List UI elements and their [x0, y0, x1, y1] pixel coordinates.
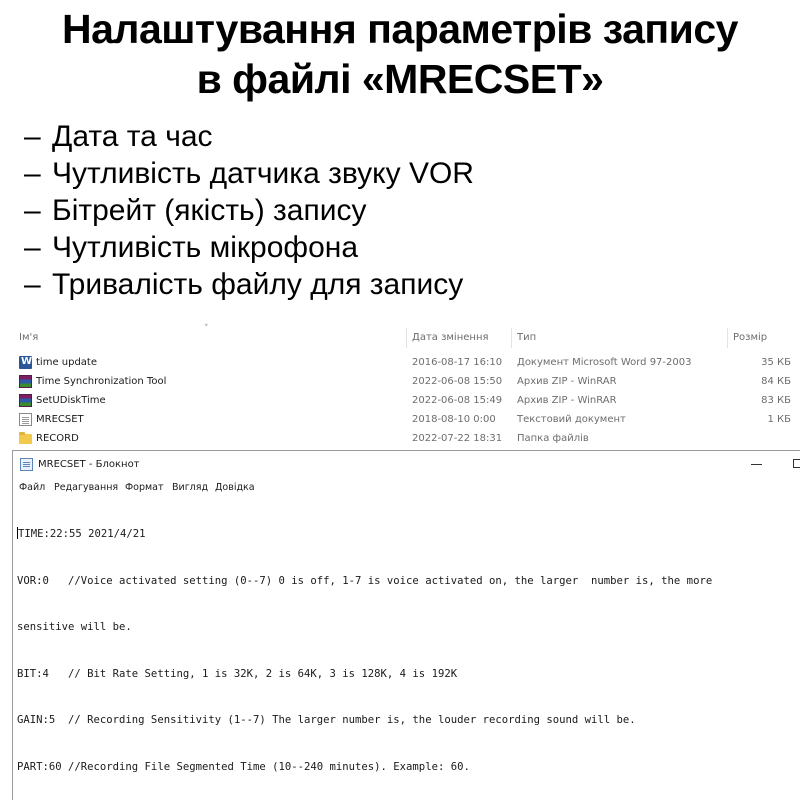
- list-item-text: Дата та час: [52, 120, 213, 153]
- file-name: SetUDiskTime: [36, 395, 106, 406]
- file-date: 2022-06-08 15:50: [412, 376, 503, 387]
- bullet-dash: –: [24, 157, 41, 190]
- file-name: Time Synchronization Tool: [36, 376, 167, 387]
- column-divider[interactable]: [727, 328, 728, 348]
- folder-icon: [19, 434, 32, 444]
- text-file-icon: [19, 413, 32, 426]
- file-type: Архив ZIP - WinRAR: [517, 395, 617, 406]
- minimize-icon[interactable]: [751, 464, 762, 465]
- file-type: Документ Microsoft Word 97-2003: [517, 357, 692, 368]
- window-title: MRECSET - Блокнот: [38, 459, 140, 470]
- column-divider[interactable]: [406, 328, 407, 348]
- list-item: [24, 229, 474, 266]
- sort-indicator-icon: ˅: [204, 324, 209, 334]
- bullet-dash: –: [24, 194, 41, 227]
- list-item: [24, 266, 474, 303]
- column-header-type[interactable]: Тип: [517, 332, 537, 343]
- text-line: GAIN:5 // Recording Sensitivity (1--7) The larger number is, the louder recording sound will be.: [17, 714, 636, 726]
- list-item-text: Чутливість датчика звуку VOR: [52, 157, 474, 190]
- menu-bar: [13, 479, 800, 496]
- file-row-time-synchronization-tool[interactable]: [0, 373, 800, 391]
- notepad-icon: [20, 458, 33, 471]
- file-type: Текстовий документ: [517, 414, 626, 425]
- heading-line-2: в файлі «MRECSET»: [196, 56, 604, 102]
- file-size: 83 КБ: [761, 395, 791, 406]
- menu-view[interactable]: Вигляд: [172, 482, 209, 493]
- file-type: Архив ZIP - WinRAR: [517, 376, 617, 387]
- text-line: BIT:4 // Bit Rate Setting, 1 is 32K, 2 is 64K, 3 is 128K, 4 is 192K: [17, 667, 458, 680]
- file-name: RECORD: [36, 433, 79, 444]
- list-item: [24, 155, 474, 192]
- text-line: PART:60 //Recording File Segmented Time (10--240 minutes). Example: 60.: [17, 760, 470, 773]
- file-row-mrecset[interactable]: [0, 411, 800, 429]
- column-headers: [0, 324, 800, 352]
- list-item: [24, 118, 474, 155]
- bullet-dash: –: [24, 231, 41, 264]
- heading-line-1: Налаштування параметрів запису: [62, 6, 738, 52]
- column-divider[interactable]: [511, 328, 512, 348]
- bullet-dash: –: [24, 268, 41, 301]
- bullet-dash: –: [24, 120, 41, 153]
- file-row-time-update[interactable]: [0, 354, 800, 372]
- list-item-text: Бітрейт (якість) запису: [52, 194, 367, 227]
- file-date: 2022-07-22 18:31: [412, 433, 503, 444]
- menu-edit[interactable]: Редагування: [54, 482, 119, 493]
- file-size: 1 КБ: [767, 414, 791, 425]
- notepad-window: [12, 450, 800, 800]
- menu-help[interactable]: Довідка: [215, 482, 255, 493]
- settings-list: [24, 118, 474, 303]
- maximize-icon[interactable]: [793, 459, 800, 468]
- file-explorer: [0, 324, 800, 450]
- notepad-titlebar[interactable]: [13, 451, 800, 479]
- file-size: 84 КБ: [761, 376, 791, 387]
- column-header-name[interactable]: Ім'я: [19, 332, 39, 343]
- menu-format[interactable]: Формат: [125, 482, 164, 493]
- file-row-record[interactable]: [0, 430, 800, 448]
- file-type: Папка файлів: [517, 433, 589, 444]
- file-date: 2022-06-08 15:49: [412, 395, 503, 406]
- column-header-date[interactable]: Дата змінення: [412, 332, 489, 343]
- text-line: sensitive will be.: [17, 621, 132, 633]
- winrar-archive-icon: [19, 375, 32, 388]
- menu-file[interactable]: Файл: [19, 482, 46, 493]
- column-header-size[interactable]: Розмір: [733, 332, 768, 343]
- list-item-text: Тривалість файлу для запису: [52, 268, 464, 301]
- text-editor[interactable]: [17, 496, 797, 806]
- file-name: MRECSET: [36, 414, 84, 425]
- word-doc-icon: [19, 356, 32, 369]
- text-line: [17, 527, 797, 543]
- page-heading: [0, 4, 800, 104]
- text-line: VOR:0 //Voice activated setting (0--7) 0 is off, 1-7 is voice activated on, the larger number is, the more: [17, 574, 713, 587]
- list-item: [24, 192, 474, 229]
- line-time: TIME:22:55 2021/4/21: [18, 528, 146, 540]
- winrar-archive-icon: [19, 394, 32, 407]
- list-item-text: Чутливість мікрофона: [52, 231, 359, 264]
- file-size: 35 КБ: [761, 357, 791, 368]
- file-date: 2018-08-10 0:00: [412, 414, 496, 425]
- file-name: time update: [36, 357, 98, 368]
- file-row-setudisktime[interactable]: [0, 392, 800, 410]
- file-date: 2016-08-17 16:10: [412, 357, 503, 368]
